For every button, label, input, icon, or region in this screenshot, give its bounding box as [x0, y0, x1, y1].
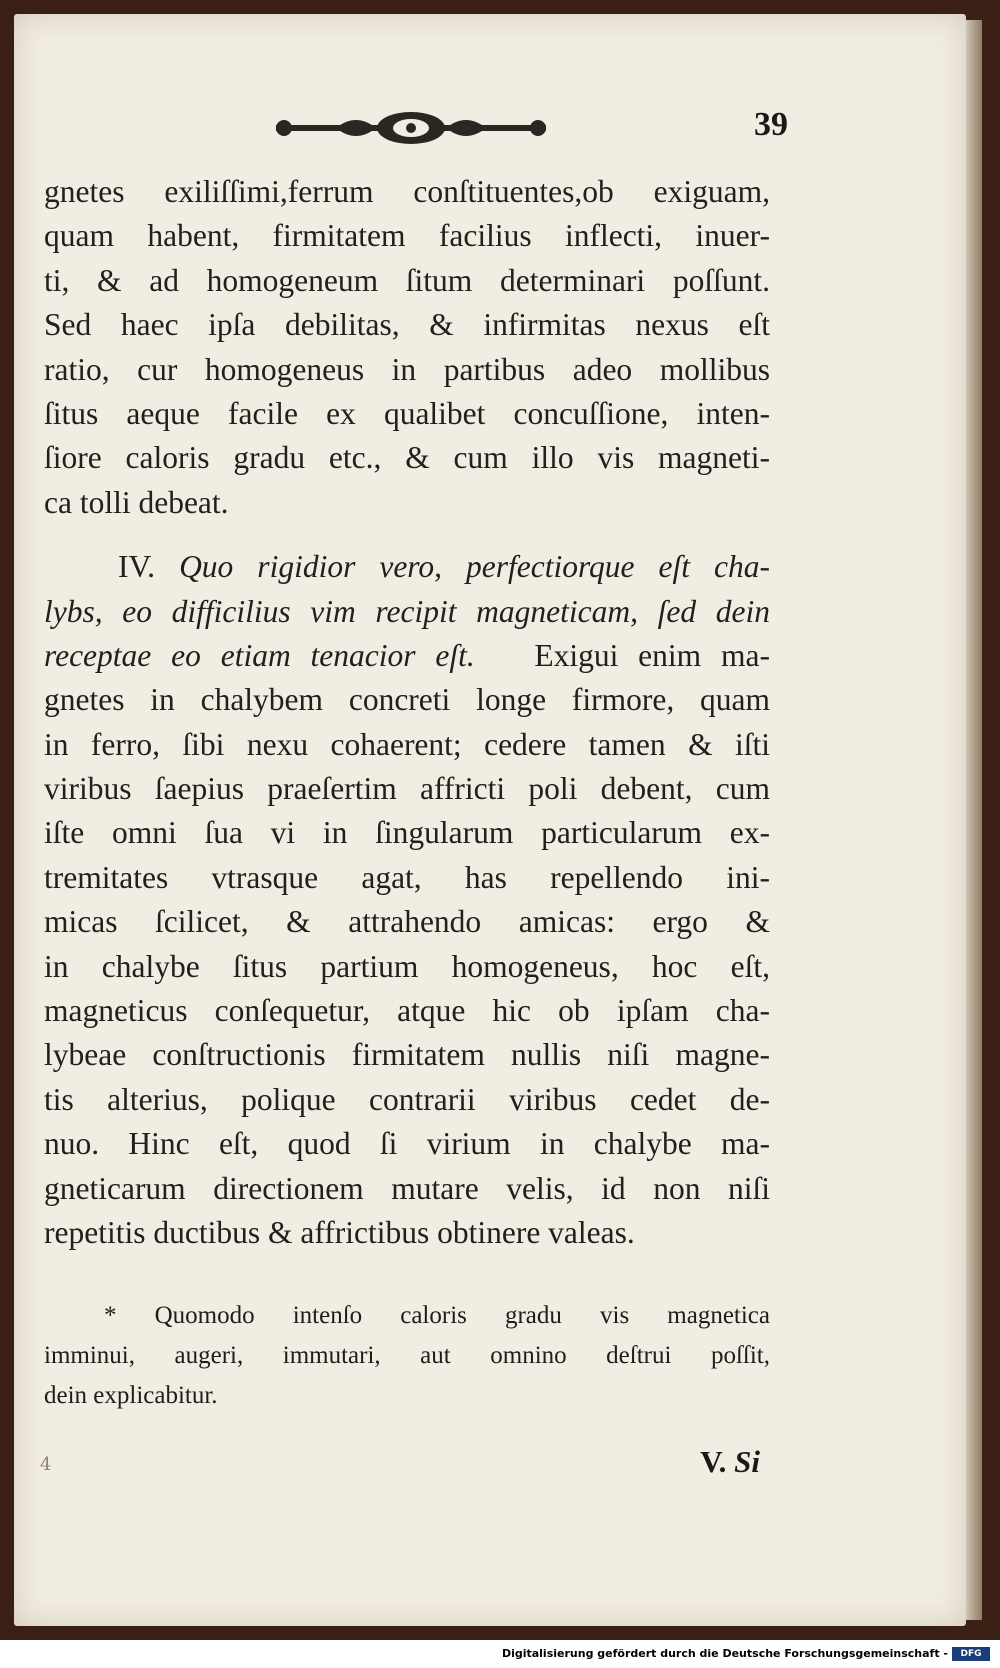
- dfg-logo-icon: DFG: [952, 1647, 990, 1661]
- page-number: 39: [754, 106, 788, 143]
- text-line: in ferro, ſibi nexu cohaerent; cedere tamen & iſti: [44, 726, 770, 762]
- footnote-line: imminui, augeri, immutari, aut omnino deſtrui poſſit,: [44, 1342, 770, 1369]
- page-edge: [966, 20, 982, 1620]
- text-line: ratio, cur homogeneus in partibus adeo mollibus: [44, 351, 770, 387]
- text-line: Sed haec ipſa debilitas, & infirmitas nexus eſt: [44, 307, 770, 343]
- text-line: ſitus aeque facile ex qualibet concuſſione, inten-: [44, 395, 770, 431]
- text-line: quam habent, firmitatem facilius inflecti, inuer-: [44, 218, 770, 254]
- text-line: magneticus conſequetur, atque hic ob ipſam cha-: [44, 993, 770, 1029]
- credit-text: Digitalisierung gefördert durch die Deutsche Forschungsgemeinschaft -: [501, 1647, 948, 1660]
- italic-thesis-line: lybs, eo difficilius vim recipit magneticam, ſed dein: [44, 593, 770, 629]
- text-run: Exigui enim ma-: [534, 637, 770, 673]
- catchword: [700, 1444, 760, 1480]
- text-line: gnetes exiliſſimi,ferrum conſtituentes,ob exiguam,: [44, 174, 770, 209]
- italic-thesis-end: receptae eo etiam tenacior eſt.: [44, 637, 475, 673]
- text-line: [44, 634, 770, 678]
- margin-mark: 4: [40, 1454, 52, 1475]
- text-line: viribus ſaepius praeſertim affricti poli debent, cum: [44, 771, 770, 807]
- printers-ornament: [276, 108, 546, 148]
- text-line: gneticarum directionem mutare velis, id non niſi: [44, 1170, 770, 1206]
- text-line: lybeae conſtructionis firmitatem nullis niſi magne-: [44, 1037, 770, 1073]
- catchword-prefix: V.: [700, 1444, 727, 1479]
- text-line: ca tolli debeat.: [44, 484, 229, 520]
- italic-thesis: Quo rigidior vero, perfectiorque eſt cha-: [179, 549, 770, 585]
- text-line: gnetes in chalybem concreti longe firmore, quam: [44, 682, 770, 718]
- section-numeral: IV.: [118, 549, 156, 585]
- catchword-word: Si: [734, 1444, 760, 1479]
- text-line: in chalybe ſitus partium homogeneus, hoc eſt,: [44, 948, 770, 984]
- footnote-line: dein explicabitur.: [44, 1382, 218, 1409]
- footnote: [44, 1296, 770, 1416]
- paragraph-iv-heading: [44, 545, 770, 589]
- text-line: iſte omni ſua vi in ſingularum particularum ex-: [44, 815, 770, 851]
- text-line: repetitis ductibus & affrictibus obtinere valeas.: [44, 1214, 635, 1250]
- text-line: nuo. Hinc eſt, quod ſi virium in chalybe ma-: [44, 1126, 770, 1162]
- text-line: micas ſcilicet, & attrahendo amicas: ergo &: [44, 904, 770, 940]
- text-line: ti, & ad homogeneum ſitum determinari poſſunt.: [44, 262, 770, 298]
- page-header: [14, 104, 966, 164]
- paragraph-gap: [44, 525, 770, 545]
- text-line: tis alterius, polique contrarii viribus cedet de-: [44, 1081, 770, 1117]
- footnote-line: * Quomodo intenſo caloris gradu vis magnetica: [104, 1302, 770, 1329]
- text-line: ſiore caloris gradu etc., & cum illo vis magneti-: [44, 440, 770, 476]
- text-line: tremitates vtrasque agat, has repellendo ini-: [44, 859, 770, 895]
- body-text: [44, 170, 770, 1255]
- credit-bar: [0, 1640, 1000, 1668]
- book-page: [14, 14, 966, 1626]
